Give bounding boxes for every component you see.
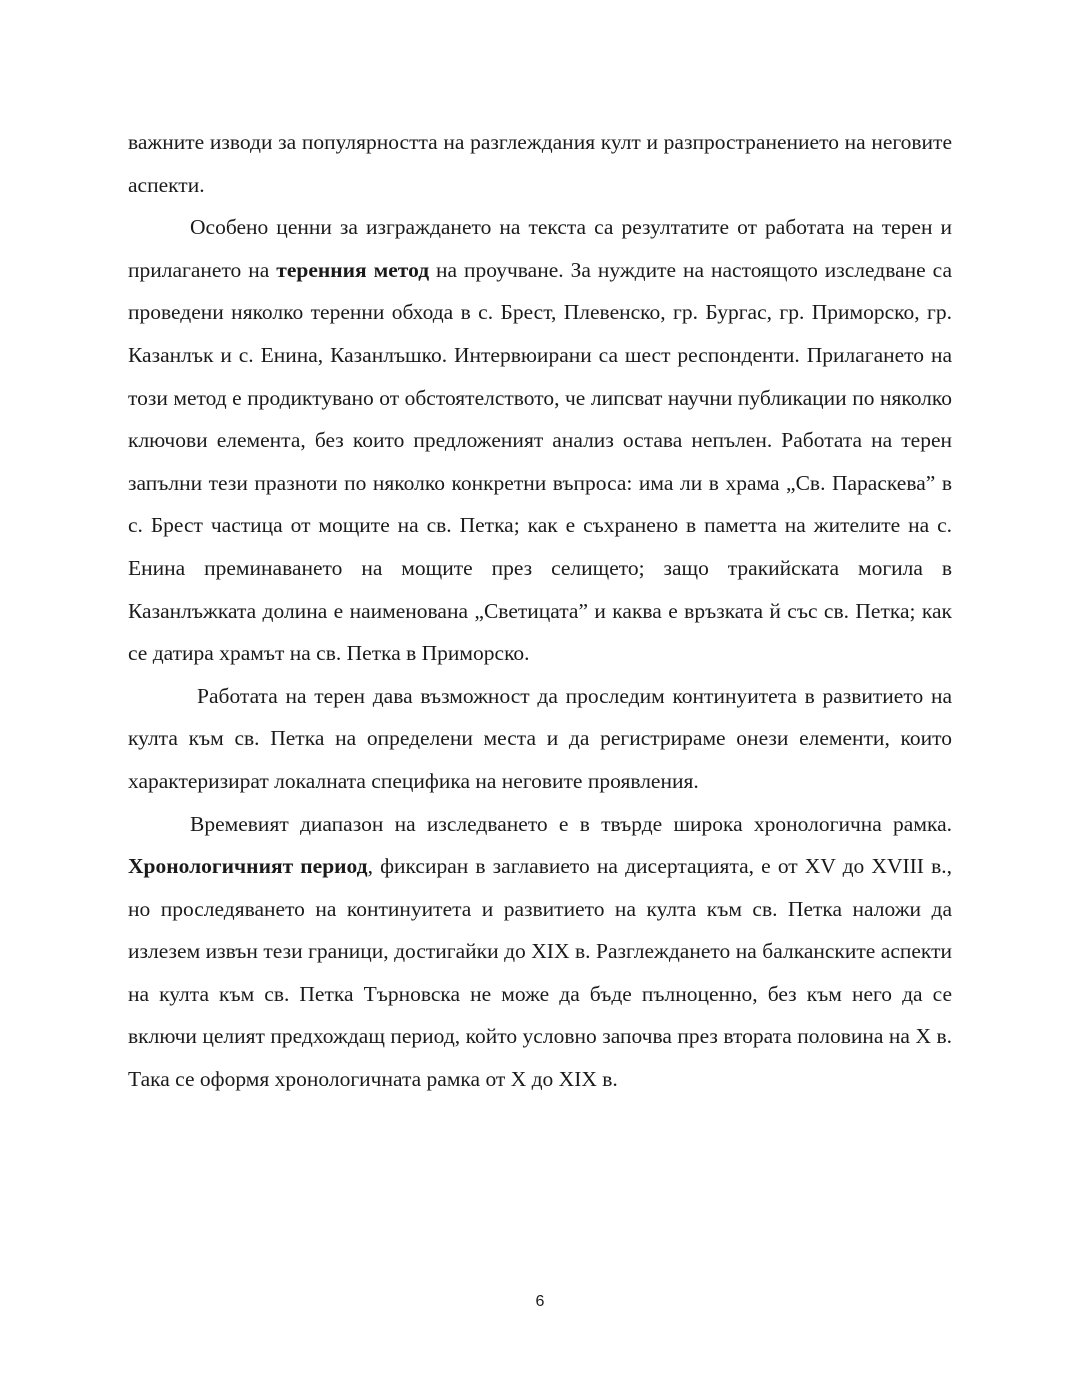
paragraph-text: , фиксиран в заглавието на дисертацията, е от XV до XVIII в., но проследяването на континуитета и развитието на култа към св. Петка наложи да излезем извън тези граници, достигайки до XIX в. Разглеждането на балканските аспекти на култа към св. Петка Търновска не може да бъде пълноценно, без към него да се включи целият предхождащ период, който условно започва през втората половина на X в. Така се оформя хронологичната рамка от X до XIX в. [128, 854, 952, 1092]
paragraph-text: важните изводи за популярността на разглеждания култ и разпространението на неговите аспекти. [128, 130, 952, 197]
bold-term-field-method: теренния метод [276, 257, 430, 282]
paragraph-field-work [128, 675, 952, 803]
paragraph-text: Работата на терен дава възможност да проследим континуитета в развитието на култа към св. Петка на определени места и да регистрираме онези елементи, които характеризират локалната специфика на неговите проявления. [128, 683, 952, 793]
bold-term-chronological-period: Хронологичният период [128, 854, 368, 879]
paragraph-text: Особено ценни за изграждането на текста са резултатите от работата на терен и прилагането на [128, 215, 952, 282]
paragraph-chronology [128, 803, 952, 1101]
paragraph-continuation [128, 121, 952, 206]
page-number: 6 [535, 1293, 545, 1310]
paragraph-field-method [128, 206, 952, 675]
document-body [128, 121, 952, 1101]
paragraph-text: Времевият диапазон на изследването е в твърде широка хронологична рамка. [190, 811, 952, 836]
paragraph-text: на проучване. За нуждите на настоящото изследване са проведени няколко теренни обхода в с. Брест, Плевенско, гр. Бургас, гр. Приморско, гр. Казанлък и с. Енина, Казанлъшко. Интервюирани са шест респонденти. Прилагането на този метод е продиктувано от обстоятелството, че липсват научни публикации по няколко ключови елемента, без които предложеният анализ остава непълен. Работата на терен запълни тези празноти по няколко конкретни въпроса: има ли в храма „Св. Параскева” в с. Брест частица от мощите на св. Петка; как е съхранено в паметта на жителите на с. Енина преминаването на мощите през селището; защо тракийската могила в Казанлъжката долина е наименована „Светицата” и каква е връзката й със св. Петка; как се датира храмът на св. Петка в Приморско. [128, 257, 952, 666]
